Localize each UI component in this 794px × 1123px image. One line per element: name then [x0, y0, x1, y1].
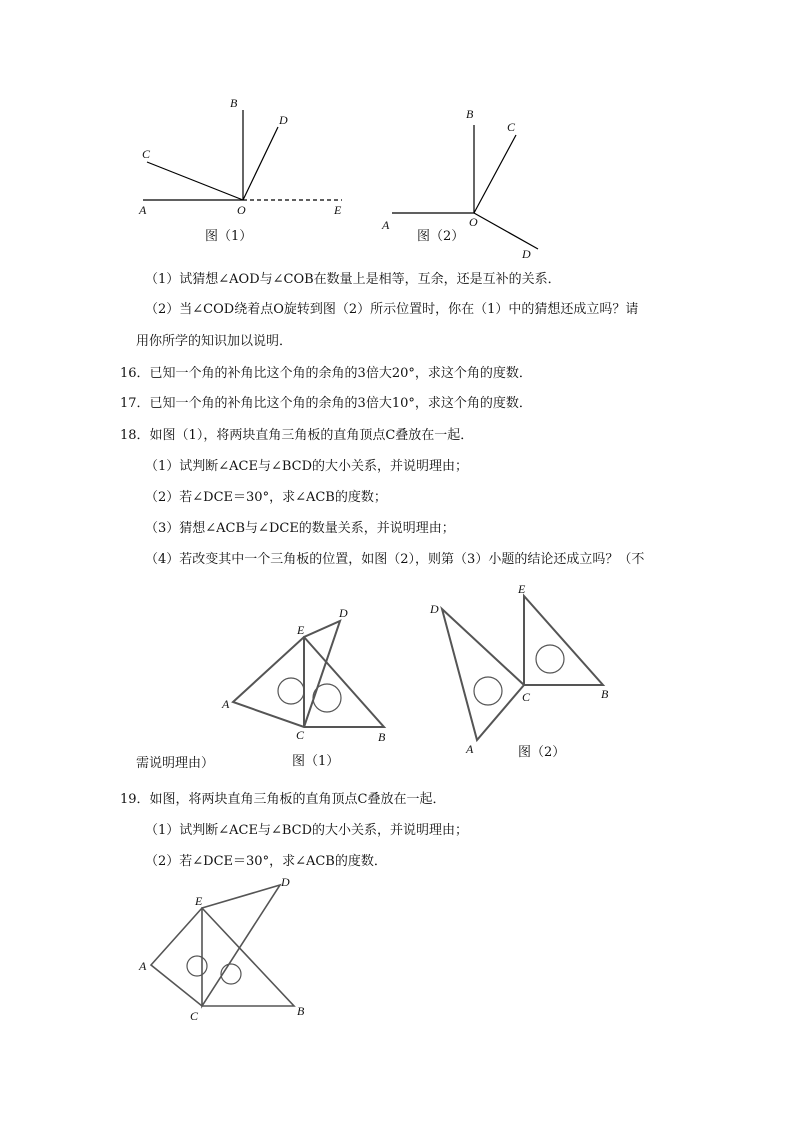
- q18-part4: （4）若改变其中一个三角板的位置，如图（2），则第（3）小题的结论还成立吗？（不: [145, 552, 645, 567]
- label-b: B: [466, 107, 474, 121]
- q16: 16．已知一个角的补角比这个角的余角的3倍大20°，求这个角的度数．: [120, 366, 532, 381]
- q17: 17．已知一个角的补角比这个角的余角的3倍大10°，求这个角的度数．: [120, 396, 532, 411]
- label-b: B: [297, 1004, 305, 1018]
- label-d: D: [522, 247, 531, 261]
- q18-part1: （1）试判断∠ACE与∠BCD的大小关系，并说明理由；: [145, 459, 469, 474]
- label-c: C: [507, 120, 516, 134]
- label-a: A: [139, 959, 147, 973]
- label-b: B: [230, 96, 238, 110]
- label-a: A: [139, 203, 147, 217]
- label-o: O: [469, 215, 478, 229]
- label-e: E: [334, 203, 342, 217]
- q18-part2: （2）若∠DCE＝30°，求∠ACB的度数；: [145, 490, 387, 505]
- label-e: E: [297, 623, 305, 637]
- label-b: B: [601, 687, 609, 701]
- q18-stem: 18．如图（1），将两块直角三角板的直角顶点C叠放在一起．: [120, 428, 474, 443]
- label-e: E: [518, 582, 526, 596]
- label-b: B: [378, 730, 386, 744]
- label-d: D: [430, 602, 439, 616]
- q15-part1: （1）试猜想∠AOD与∠COB在数量上是相等，互余，还是互补的关系．: [145, 272, 561, 287]
- label-c: C: [522, 690, 531, 704]
- triangle-hole: [187, 956, 207, 976]
- q19-part1: （1）试判断∠ACE与∠BCD的大小关系，并说明理由；: [145, 823, 469, 838]
- q19-part2: （2）若∠DCE＝30°，求∠ACB的度数．: [145, 854, 387, 869]
- label-a: A: [382, 218, 390, 232]
- figure-caption: 图（2）: [518, 745, 566, 760]
- q18-part4-end: 需说明理由）: [136, 756, 215, 771]
- label-o: O: [237, 203, 246, 217]
- label-a: A: [466, 742, 474, 756]
- triangle-hole: [221, 964, 241, 984]
- triangle-acb: [151, 908, 294, 1006]
- figure-caption: 图（2）: [417, 229, 465, 244]
- label-d: D: [279, 113, 288, 127]
- label-a: A: [222, 697, 230, 711]
- q15-part2: （2）当∠COD绕着点O旋转到图（2）所示位置时，你在（1）中的猜想还成立吗？请: [145, 302, 639, 317]
- label-c: C: [296, 728, 305, 742]
- q19-stem: 19．如图，将两块直角三角板的直角顶点C叠放在一起．: [120, 792, 446, 807]
- label-e: E: [195, 894, 203, 908]
- label-c: C: [190, 1009, 199, 1023]
- figure-caption: 图（1）: [205, 229, 253, 244]
- triangle-ecd: [202, 885, 280, 1006]
- label-d: D: [281, 875, 290, 889]
- q15-part2-cont: 用你所学的知识加以说明．: [136, 334, 293, 349]
- q18-part3: （3）猜想∠ACB与∠DCE的数量关系，并说明理由；: [145, 521, 455, 536]
- label-c: C: [142, 147, 151, 161]
- label-d: D: [339, 606, 348, 620]
- figure-caption: 图（1）: [292, 754, 340, 769]
